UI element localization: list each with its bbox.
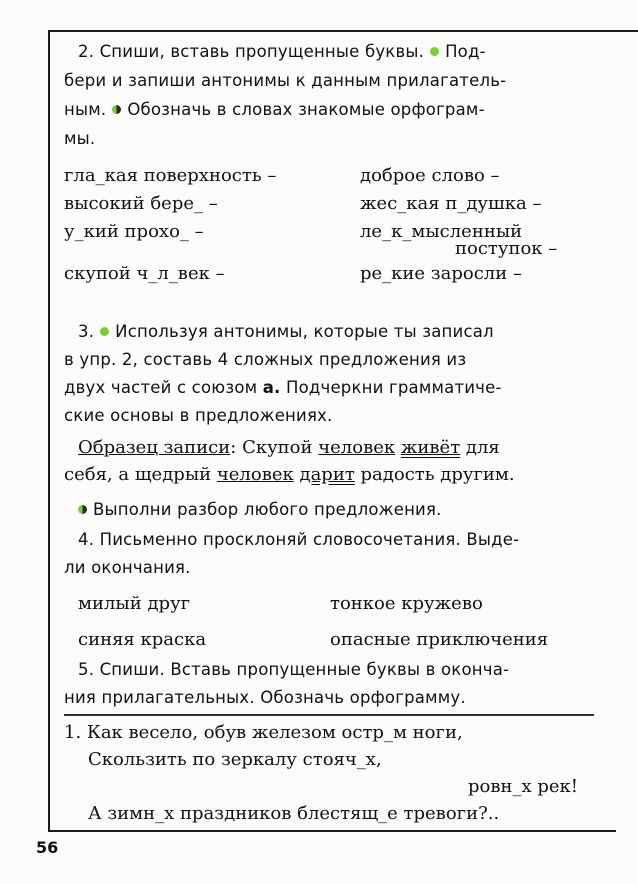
phrase-2: тонкое кружево — [330, 593, 483, 614]
half-bullet-icon — [78, 505, 87, 514]
ex5-line1: 5. Спиши. Вставь пропущенные буквы в оконча- — [78, 660, 510, 679]
sample-label: Образец записи — [78, 437, 231, 458]
ex3-text3a: двух частей с союзом — [64, 378, 258, 397]
ex4-line2: ли окончания. — [64, 558, 191, 577]
half-bullet-icon — [112, 105, 121, 114]
sample-subject: человек — [318, 437, 396, 458]
poem-line4: А зимн_х праздников блестящ_е тревоги?.. — [88, 803, 500, 824]
adj-right-1: доброе слово – — [360, 165, 500, 186]
ex3-text3c: Подчеркни грамматиче- — [285, 378, 502, 397]
poem-line2: Скользить по зеркалу стояч_х, — [88, 749, 382, 770]
ex2-line2: бери и запиши антонимы к данным прилагатель- — [64, 71, 507, 90]
ex2-line1 — [78, 42, 486, 61]
sample-subject: человек — [216, 464, 294, 485]
sample-predicate: дарит — [299, 464, 355, 485]
sample-word: для — [465, 437, 500, 458]
adj-right-2: жес_кая п_душка – — [360, 193, 542, 214]
ex2-line3 — [64, 100, 485, 119]
ex3-line1 — [78, 322, 494, 341]
sample-line1 — [78, 437, 500, 458]
page-number: 56 — [36, 838, 59, 857]
ex2-text1b: Под- — [445, 42, 486, 61]
adj-right-3: ле_к_мысленный — [360, 221, 523, 242]
ex2-text3b: Обозначь в словах знакомые орфограм- — [127, 100, 485, 119]
ex3-task: Выполни разбор любого предложения. — [93, 500, 442, 519]
ex3-line2: в упр. 2, составь 4 сложных предложения из — [64, 350, 467, 369]
sample-line2 — [64, 464, 515, 485]
green-bullet-icon — [430, 47, 439, 56]
poem-line3: ровн_х рек! — [468, 776, 579, 797]
adj-right-4: поступок – — [455, 238, 558, 259]
adj-left-1: гла_кая поверхность – — [64, 165, 277, 186]
ex3-task-line — [78, 500, 442, 519]
ex5-divider — [64, 714, 594, 716]
phrase-1: милый друг — [78, 593, 191, 614]
ex3-line3 — [64, 378, 502, 397]
sample-word: радость другим. — [360, 464, 515, 485]
ex2-line4: мы. — [64, 129, 96, 148]
sample-colon: : — [230, 437, 237, 458]
adj-right-5: ре_кие заросли – — [360, 263, 522, 284]
sample-word: Скупой — [242, 437, 313, 458]
adj-left-3: у_кий прохо_ – — [64, 221, 204, 242]
adj-left-2: высокий бере_ – — [64, 193, 218, 214]
ex3-conjunction: а. — [262, 378, 281, 397]
green-bullet-icon — [100, 327, 109, 336]
poem-line1: 1. Как весело, обув железом остр_м ноги, — [64, 722, 463, 743]
phrase-3: синяя краска — [78, 629, 207, 650]
sample-word: себя, а щедрый — [64, 464, 212, 485]
ex2-text1: 2. Спиши, вставь пропущенные буквы. — [78, 42, 425, 61]
adj-left-4: скупой ч_л_век – — [64, 263, 225, 284]
ex5-line2: ния прилагательных. Обозначь орфограмму. — [64, 688, 466, 707]
exercise-frame — [48, 30, 616, 832]
ex3-text1: Используя антонимы, которые ты записал — [115, 322, 494, 341]
phrase-4: опасные приключения — [330, 629, 549, 650]
ex3-num: 3. — [78, 322, 95, 341]
sample-predicate: живёт — [400, 437, 461, 458]
ex3-line4: ские основы в предложениях. — [64, 406, 333, 425]
ex4-line1: 4. Письменно просклоняй словосочетания. Выде- — [78, 530, 520, 549]
ex2-text3a: ным. — [64, 100, 107, 119]
